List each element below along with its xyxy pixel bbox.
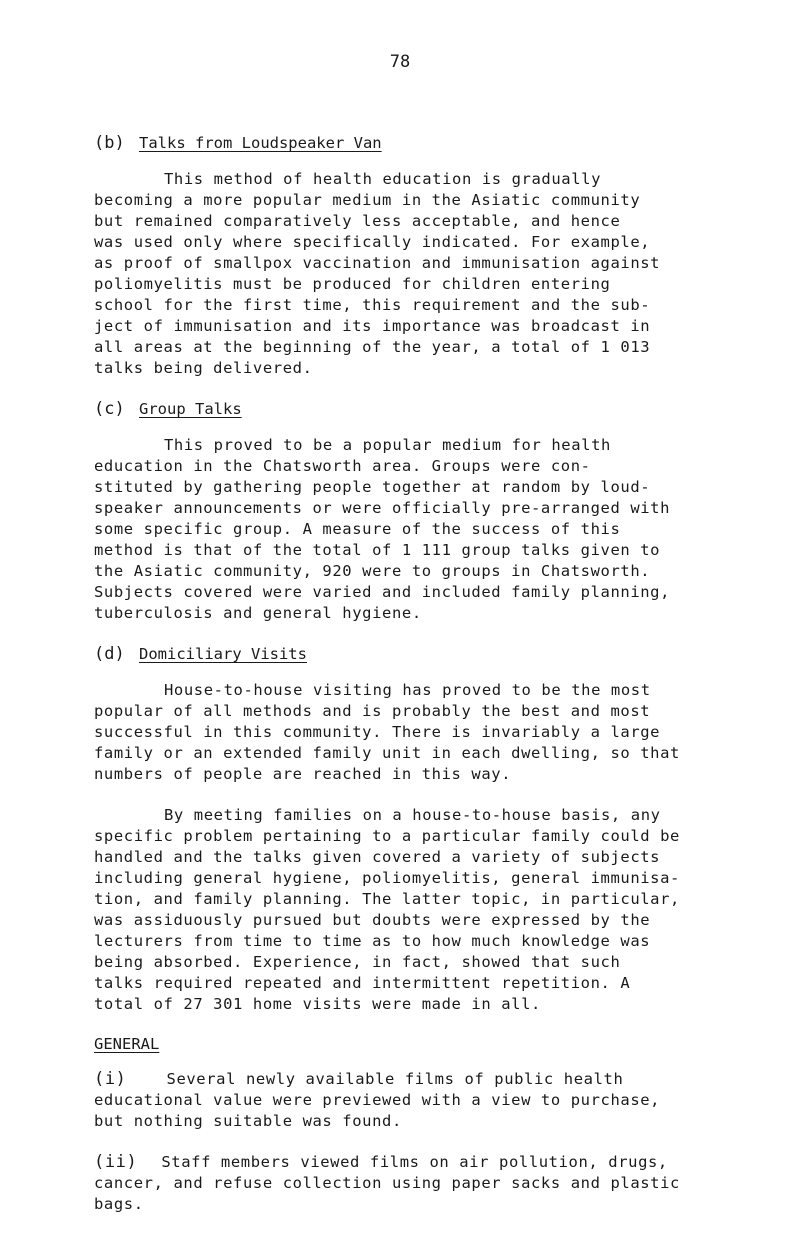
general-item	[94, 1069, 724, 1132]
page-content	[94, 133, 724, 1215]
section-b-paragraph: This method of health education is gradually becoming a more popular medium in the Asiatic community but remained comparatively less acceptable, and hence was used only where specifically indicated. For example, as proof of smallpox vaccination and immunisation against poliomyelitis must be produced for children entering school for the first time, this requirement and the sub- ject of immunisation and its importance was broadcast in all areas at the beginning of the year, a total of 1 013 talks being delivered.	[94, 170, 661, 377]
section-b-title: Talks from Loudspeaker Van	[139, 134, 382, 152]
general-heading: GENERAL	[94, 1035, 160, 1053]
general-item	[94, 1152, 724, 1215]
section-c-letter: (c)	[94, 399, 125, 419]
section-d-paragraph-2: By meeting families on a house-to-house basis, any specific problem pertaining to a particular family could be handled and the talks given covered a variety of subjects including general hygiene, poliomyelitis, general immunisa- tion, and family planning. The latter topic, in particular, was assiduously pursued but doubts were expressed by the lecturers from time to time as to how much knowledge was being absorbed. Experience, in fact, showed that such talks required repeated and intermittent repetition. A total of 27 301 home visits were made in all.	[94, 806, 680, 1013]
general-item-text: Staff members viewed films on air pollution, drugs, cancer, and refuse collection using paper sacks and plastic bags.	[94, 1153, 680, 1213]
general-item-label: (i)	[94, 1069, 127, 1089]
section-c-title: Group Talks	[139, 400, 242, 418]
general-item-text: Several newly available films of public health educational value were previewed with a view to purchase, but nothing suitable was found.	[94, 1070, 661, 1130]
page-number: 78	[389, 52, 411, 72]
section-d-paragraph-1: House-to-house visiting has proved to be the most popular of all methods and is probably the best and most successful in this community. There is invariably a large family or an extended family unit in each dwelling, so that numbers of people are reached in this way.	[94, 681, 680, 783]
section-c-paragraph: This proved to be a popular medium for health education in the Chatsworth area. Groups were con- stituted by gathering people together at random by loud- speaker announcements or were officially pre-arranged with some specific group. A measure of the success of this method is that of the total of 1 111 group talks given to the Asiatic community, 920 were to groups in Chatsworth. Subjects covered were varied and included family planning, tuberculosis and general hygiene.	[94, 436, 671, 622]
section-b-letter: (b)	[94, 133, 125, 153]
section-d-title: Domiciliary Visits	[139, 645, 307, 663]
section-c-heading	[94, 399, 724, 419]
section-d-letter: (d)	[94, 644, 125, 664]
section-b-heading	[94, 133, 724, 153]
section-d-heading	[94, 644, 724, 664]
general-item-label: (ii)	[94, 1152, 138, 1172]
